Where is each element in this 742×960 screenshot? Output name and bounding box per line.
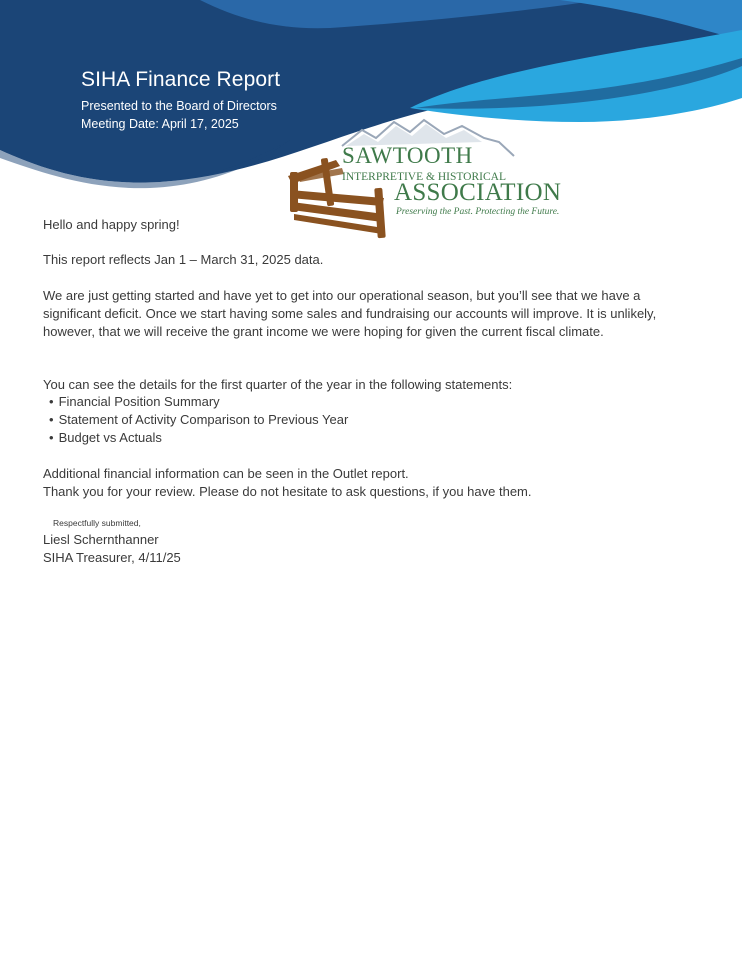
logo-name-line2: INTERPRETIVE & HISTORICAL: [342, 171, 506, 183]
report-title: SIHA Finance Report: [81, 68, 281, 91]
statements-list: [49, 393, 348, 447]
meeting-date: Meeting Date: April 17, 2025: [81, 117, 239, 131]
logo-tagline: Preserving the Past. Protecting the Future.: [396, 207, 560, 217]
statements-intro: You can see the details for the first quarter of the year in the following statements:: [43, 377, 513, 392]
signer-name: Liesl Schernthanner: [43, 532, 159, 547]
list-item: • Statement of Activity Comparison to Previous Year: [49, 411, 348, 429]
thanks-note: Thank you for your review. Please do not hesitate to ask questions, if you have them.: [43, 484, 532, 499]
logo-name-line3: ASSOCIATION: [394, 179, 562, 206]
status-paragraph: We are just getting started and have yet to get into our operational season, but you’ll see that we have a significant deficit. Once we start having some sales and fundraising our accounts will improve. It is unlikely, however, that we will receive the grant income we were hoping for given the current fiscal climate.: [43, 288, 657, 339]
outlet-note: Additional financial information can be seen in the Outlet report.: [43, 466, 409, 481]
closing: Respectfully submitted,: [53, 518, 141, 528]
list-item: • Budget vs Actuals: [49, 429, 348, 447]
logo-name-line1: SAWTOOTH: [342, 143, 473, 168]
signer-title: SIHA Treasurer, 4/11/25: [43, 550, 181, 565]
report-subtitle: Presented to the Board of Directors: [81, 99, 277, 113]
list-item: • Financial Position Summary: [49, 393, 348, 411]
data-range: This report reflects Jan 1 – March 31, 2025 data.: [43, 252, 324, 267]
greeting: Hello and happy spring!: [43, 217, 180, 232]
siha-logo: [284, 116, 564, 242]
